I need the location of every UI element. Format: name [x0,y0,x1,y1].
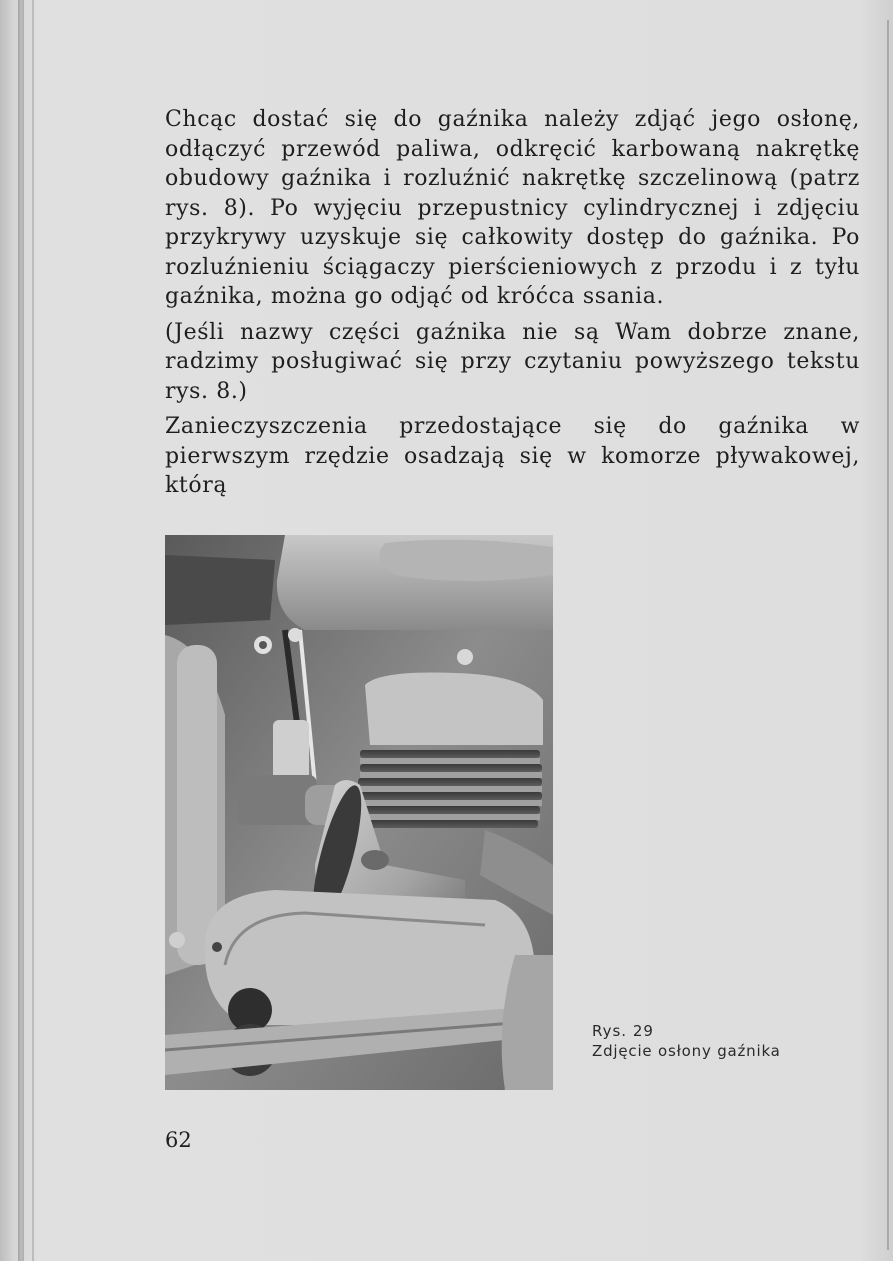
body-text [165,105,860,507]
figure-label: Rys. 29 [592,1022,654,1040]
page-binding-line [32,0,34,1261]
paragraph-1: Chcąc dostać się do gaźnika należy zdjąć jego osłonę, odłączyć przewód paliwa, odkręcić karbowaną nakrętkę obudowy gaźnika i rozluźnić nakrętkę szczelinową (patrz rys. 8). Po wyjęciu przepustnicy cylindrycznej i zdjęciu przykrywy uzyskuje się całkowity dostęp do gaźnika. Po rozluźnieniu ściągaczy pierścieniowych z przodu i z tyłu gaźnika, można go odjąć od króćca ssania. [165,107,860,309]
page-number: 62 [165,1128,192,1152]
paragraph-2: (Jeśli nazwy części gaźnika nie są Wam dobrze znane, radzimy posługiwać się przy czytaniu powyższego tekstu rys. 8.) [165,319,860,404]
paragraph-3: Zanieczyszczenia przedostające się do gaźnika w pierwszym rzędzie osadzają się w komorze pływakowej, którą [165,414,860,498]
engine-photo [165,535,553,1090]
page-binding-edge [18,0,24,1261]
figure-caption [592,1022,852,1060]
page-right-edge [887,20,889,1250]
figure-title: Zdjęcie osłony gaźnika [592,1042,781,1060]
engine-photo-illustration [165,535,553,1090]
